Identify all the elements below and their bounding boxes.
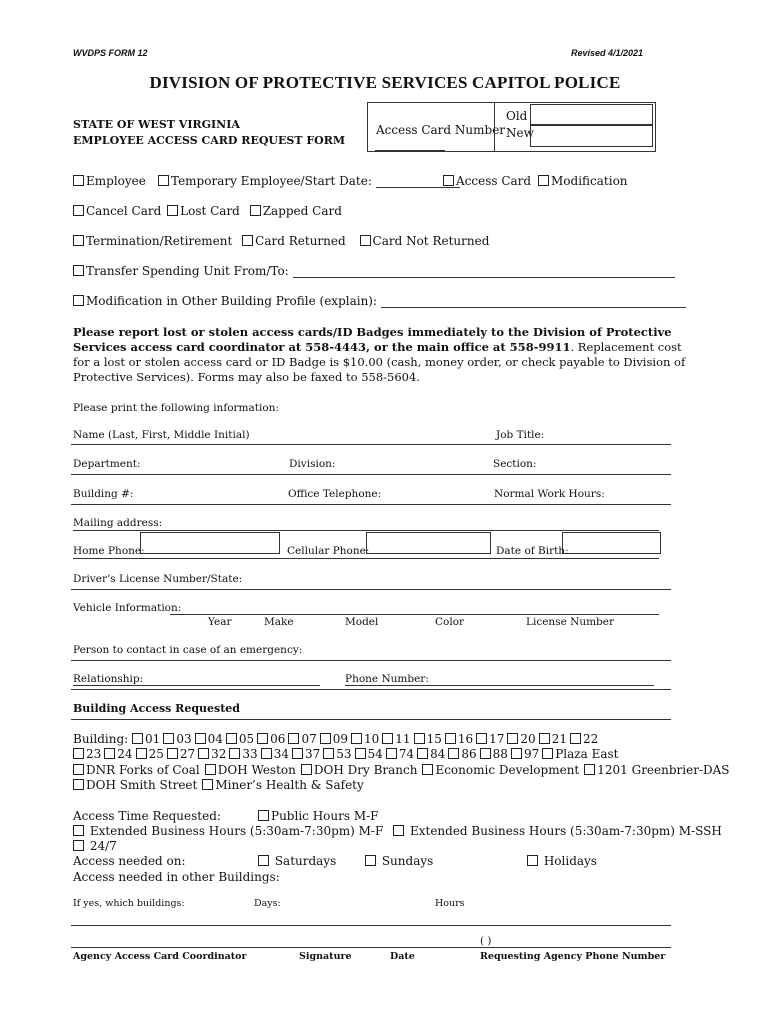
building-option-label: 01 bbox=[145, 732, 161, 746]
building-checkbox[interactable] bbox=[167, 748, 178, 759]
termination-checkbox[interactable] bbox=[73, 235, 84, 246]
request-row-1 bbox=[73, 174, 146, 188]
lost-card-label: Lost Card bbox=[180, 204, 240, 218]
building-option-label: 20 bbox=[520, 732, 536, 746]
division-label: Division: bbox=[289, 458, 336, 470]
modification-other-label: Modification in Other Building Profile (explain): bbox=[86, 294, 378, 308]
full-access-checkbox[interactable] bbox=[73, 840, 84, 851]
coordinator-label: Agency Access Card Coordinator bbox=[73, 951, 247, 962]
building-option-label: 16 bbox=[457, 732, 474, 746]
building-option-label: 04 bbox=[207, 732, 223, 746]
transfer-field[interactable] bbox=[293, 277, 675, 278]
building-option-label: 37 bbox=[304, 747, 321, 761]
building-option-label: 33 bbox=[242, 747, 258, 761]
transfer-checkbox[interactable] bbox=[73, 265, 84, 276]
building-option-label: 27 bbox=[179, 747, 196, 761]
building-option-label: 05 bbox=[238, 732, 255, 746]
public-hours-row bbox=[258, 809, 379, 823]
transfer-label: Transfer Spending Unit From/To: bbox=[86, 264, 289, 278]
agency-phone-label: Requesting Agency Phone Number bbox=[480, 951, 666, 962]
building-option[interactable] bbox=[584, 763, 729, 777]
building-checkbox[interactable] bbox=[73, 779, 84, 790]
termination-label: Termination/Retirement bbox=[86, 234, 233, 248]
office-phone-label: Office Telephone: bbox=[288, 488, 382, 500]
building-checkbox[interactable] bbox=[73, 764, 84, 775]
building-option[interactable] bbox=[202, 778, 363, 792]
access-card-checkbox[interactable] bbox=[443, 175, 454, 186]
zapped-card-label: Zapped Card bbox=[262, 204, 342, 218]
building-option-label: Plaza East bbox=[555, 747, 619, 761]
revised-date: Revised 4/1/2021 bbox=[571, 48, 644, 58]
employee-checkbox[interactable] bbox=[73, 175, 84, 186]
modification-other-row bbox=[73, 294, 686, 308]
page-title: DIVISION OF PROTECTIVE SERVICES CAPITOL POLICE bbox=[149, 73, 621, 92]
sundays-checkbox[interactable] bbox=[365, 855, 376, 866]
building-checkbox[interactable] bbox=[261, 748, 272, 759]
holidays-checkbox[interactable] bbox=[527, 855, 538, 866]
building-checkbox[interactable] bbox=[386, 748, 397, 759]
form-name: EMPLOYEE ACCESS CARD REQUEST FORM bbox=[73, 134, 346, 147]
building-option-label: 24 bbox=[117, 747, 133, 761]
building-option-label: 74 bbox=[398, 747, 415, 761]
saturdays-label: Saturdays bbox=[274, 854, 337, 868]
employee-label: Employee bbox=[86, 174, 146, 188]
building-option[interactable] bbox=[132, 732, 160, 746]
building-option-label: 11 bbox=[395, 732, 411, 746]
cancel-card-checkbox[interactable] bbox=[73, 205, 84, 216]
building-option[interactable] bbox=[320, 732, 348, 746]
other-buildings-label: Access needed in other Buildings: bbox=[73, 870, 280, 884]
building-label: Building: bbox=[73, 732, 129, 746]
saturdays-row bbox=[258, 854, 336, 868]
building-access-heading: Building Access Requested bbox=[73, 702, 240, 715]
building-checkbox[interactable] bbox=[382, 733, 393, 744]
name-line[interactable] bbox=[71, 444, 671, 445]
access-time-label: Access Time Requested: bbox=[73, 809, 221, 823]
building-option[interactable] bbox=[73, 763, 200, 777]
building-option-label: 07 bbox=[301, 732, 317, 746]
building-checkbox[interactable] bbox=[351, 733, 362, 744]
building-option-label: 34 bbox=[273, 747, 289, 761]
building-option-label: 84 bbox=[430, 747, 446, 761]
building-option[interactable] bbox=[226, 732, 254, 746]
lost-card-checkbox[interactable] bbox=[167, 205, 178, 216]
building-option-label: Economic Development bbox=[435, 763, 580, 777]
building-checkbox[interactable] bbox=[417, 748, 428, 759]
building-option[interactable] bbox=[476, 732, 504, 746]
building-checkbox[interactable] bbox=[480, 748, 491, 759]
building-option[interactable] bbox=[195, 732, 223, 746]
building-option-label: 88 bbox=[492, 747, 508, 761]
home-phone-label: Home Phone: bbox=[73, 545, 145, 557]
building-no-label: Building #: bbox=[73, 488, 134, 500]
building-checkbox[interactable] bbox=[257, 733, 268, 744]
building-option[interactable] bbox=[136, 747, 164, 761]
building-option-label: DOH Dry Branch bbox=[313, 763, 418, 777]
vehicle-field[interactable] bbox=[170, 614, 659, 615]
license-line[interactable] bbox=[71, 589, 671, 590]
emergency-line[interactable] bbox=[71, 660, 671, 661]
days-label: Days: bbox=[254, 898, 281, 909]
building-option-label: DOH Smith Street bbox=[86, 778, 198, 792]
building-checkbox[interactable] bbox=[584, 764, 595, 775]
building-checkbox[interactable] bbox=[229, 748, 240, 759]
building-checkbox[interactable] bbox=[136, 748, 147, 759]
building-option[interactable] bbox=[351, 732, 379, 746]
phone-parens: ( ) bbox=[480, 935, 492, 947]
cancel-card-label: Cancel Card bbox=[86, 204, 162, 218]
full-access-row bbox=[73, 839, 117, 853]
ext-mssh-label: Extended Business Hours (5:30am-7:30pm) M-SSH bbox=[409, 824, 722, 838]
building-option[interactable] bbox=[167, 747, 195, 761]
job-title-label: Job Title: bbox=[496, 429, 545, 441]
building-checkbox[interactable] bbox=[163, 733, 174, 744]
building-option-label: 17 bbox=[489, 732, 505, 746]
building-checkbox[interactable] bbox=[355, 748, 366, 759]
holidays-label: Holidays bbox=[543, 854, 597, 868]
old-card-label: Old bbox=[506, 109, 528, 123]
temporary-checkbox[interactable] bbox=[158, 175, 169, 186]
building-option-label: 06 bbox=[270, 732, 286, 746]
dob-label: Date of Birth: bbox=[496, 545, 569, 557]
saturdays-checkbox[interactable] bbox=[258, 855, 269, 866]
building-option-label: 86 bbox=[461, 747, 477, 761]
building-option-label: 23 bbox=[86, 747, 102, 761]
extended-hours-row bbox=[73, 824, 722, 838]
emergency-label: Person to contact in case of an emergency: bbox=[73, 644, 303, 656]
building-option-label: 32 bbox=[211, 747, 227, 761]
building-checkbox[interactable] bbox=[476, 733, 487, 744]
access-needed-on-label: Access needed on: bbox=[73, 854, 186, 868]
building-row-2 bbox=[73, 747, 621, 761]
card-not-returned-label: Card Not Returned bbox=[372, 234, 490, 248]
building-option-label: 97 bbox=[523, 747, 540, 761]
access-card-row bbox=[443, 174, 531, 188]
date-label: Date bbox=[390, 951, 415, 962]
building-option[interactable] bbox=[229, 747, 257, 761]
building-option[interactable] bbox=[539, 732, 567, 746]
building-checkbox[interactable] bbox=[445, 733, 456, 744]
building-option[interactable] bbox=[382, 732, 410, 746]
phone-number-label: Phone Number: bbox=[345, 673, 429, 685]
work-hours-label: Normal Work Hours: bbox=[494, 488, 605, 500]
ext-mf-label: Extended Business Hours (5:30am-7:30pm) M-F bbox=[89, 824, 384, 838]
home-phone-input[interactable] bbox=[140, 532, 280, 554]
transfer-row bbox=[73, 264, 675, 278]
building-line[interactable] bbox=[71, 504, 671, 505]
department-line[interactable] bbox=[71, 474, 671, 475]
building-option[interactable] bbox=[288, 732, 316, 746]
old-card-input[interactable] bbox=[530, 104, 653, 125]
card-not-returned-checkbox[interactable] bbox=[360, 235, 371, 246]
temporary-row bbox=[158, 174, 460, 188]
building-option[interactable] bbox=[507, 732, 535, 746]
building-checkbox[interactable] bbox=[292, 748, 303, 759]
building-option[interactable] bbox=[414, 732, 442, 746]
building-option[interactable] bbox=[422, 763, 579, 777]
building-option[interactable] bbox=[163, 732, 191, 746]
dob-input[interactable] bbox=[562, 532, 661, 554]
public-hours-label: Public Hours M-F bbox=[271, 809, 379, 823]
relationship-field[interactable] bbox=[73, 685, 320, 686]
holidays-row bbox=[527, 854, 597, 868]
building-checkbox[interactable] bbox=[195, 733, 206, 744]
building-checkbox[interactable] bbox=[301, 764, 312, 775]
building-checkbox[interactable] bbox=[570, 733, 581, 744]
hours-label: Hours bbox=[435, 898, 465, 909]
cell-phone-input[interactable] bbox=[366, 532, 491, 554]
request-row-2 bbox=[73, 204, 342, 218]
vehicle-model: Model bbox=[345, 616, 379, 628]
phone-number-field[interactable] bbox=[345, 685, 654, 686]
building-option[interactable] bbox=[301, 763, 418, 777]
relationship-label: Relationship: bbox=[73, 673, 144, 685]
info-intro: Please print the following information: bbox=[73, 402, 279, 414]
building-checkbox[interactable] bbox=[132, 733, 143, 744]
notice-text: . Replacement cost for a lost or stolen access card or ID Badge is $10.00 (cash, money order, or check payable to Division of Protective Services). Forms may also be faxed to 558-5604. bbox=[73, 340, 686, 384]
building-option[interactable] bbox=[323, 747, 351, 761]
modification-other-field[interactable] bbox=[381, 307, 686, 308]
building-checkbox[interactable] bbox=[323, 748, 334, 759]
building-checkbox[interactable] bbox=[202, 779, 213, 790]
access-card-label: Access Card bbox=[456, 174, 532, 188]
building-option[interactable] bbox=[292, 747, 320, 761]
temporary-label: Temporary Employee/Start Date: bbox=[171, 174, 372, 188]
building-option[interactable] bbox=[542, 747, 618, 761]
vehicle-plate: License Number bbox=[526, 616, 614, 628]
building-option-label: 09 bbox=[332, 732, 348, 746]
building-row-1 bbox=[73, 732, 601, 746]
card-returned-checkbox[interactable] bbox=[242, 235, 253, 246]
mailing-address-field[interactable] bbox=[73, 530, 659, 531]
new-card-input[interactable] bbox=[530, 125, 653, 147]
building-option[interactable] bbox=[261, 747, 289, 761]
building-option[interactable] bbox=[417, 747, 445, 761]
public-hours-checkbox[interactable] bbox=[258, 810, 269, 821]
modification-other-checkbox[interactable] bbox=[73, 295, 84, 306]
form-id: WVDPS FORM 12 bbox=[73, 48, 148, 58]
building-option-label: 22 bbox=[582, 732, 599, 746]
ext-mf-checkbox[interactable] bbox=[73, 825, 84, 836]
building-option-label: 10 bbox=[364, 732, 380, 746]
department-label: Department: bbox=[73, 458, 141, 470]
notice-bold: Please report lost or stolen access cards/ID Badges immediately to the Division of Protective Services access card coordinator at 558-4443, or the main office at 558-9911 bbox=[73, 325, 672, 354]
building-option-label: 1201 Greenbrier-DAS bbox=[597, 763, 730, 777]
building-row-4 bbox=[73, 778, 369, 792]
sundays-row bbox=[365, 854, 433, 868]
building-option[interactable] bbox=[480, 747, 508, 761]
signature-label: Signature bbox=[299, 951, 352, 962]
vehicle-color: Color bbox=[435, 616, 465, 628]
building-checkbox[interactable] bbox=[507, 733, 518, 744]
building-checkbox[interactable] bbox=[539, 733, 550, 744]
name-label: Name (Last, First, Middle Initial) bbox=[73, 429, 250, 441]
sundays-label: Sundays bbox=[381, 854, 434, 868]
building-checkbox[interactable] bbox=[226, 733, 237, 744]
building-checkbox[interactable] bbox=[414, 733, 425, 744]
building-option[interactable] bbox=[448, 747, 476, 761]
section-label: Section: bbox=[493, 458, 537, 470]
building-option[interactable] bbox=[570, 732, 598, 746]
mailing-address-label: Mailing address: bbox=[73, 517, 163, 529]
building-option[interactable] bbox=[386, 747, 414, 761]
modification-label: Modification bbox=[551, 174, 628, 188]
lost-card-notice bbox=[73, 325, 691, 385]
building-option-label: 53 bbox=[336, 747, 352, 761]
building-option-label: 54 bbox=[367, 747, 383, 761]
building-option-label: Miner’s Health & Safety bbox=[215, 778, 364, 792]
modification-checkbox[interactable] bbox=[538, 175, 549, 186]
building-checkbox[interactable] bbox=[448, 748, 459, 759]
new-card-label: New bbox=[506, 126, 534, 140]
full-access-label: 24/7 bbox=[89, 839, 117, 853]
state-name: STATE OF WEST VIRGINIA bbox=[73, 118, 240, 131]
building-row-3 bbox=[73, 763, 735, 777]
signature-line[interactable] bbox=[71, 947, 671, 948]
building-option-label: 03 bbox=[176, 732, 192, 746]
ext-mssh-checkbox[interactable] bbox=[393, 825, 404, 836]
building-option-label: 21 bbox=[551, 732, 567, 746]
request-row-3 bbox=[73, 234, 489, 248]
building-option[interactable] bbox=[205, 763, 296, 777]
building-option[interactable] bbox=[445, 732, 473, 746]
cell-phone-label: Cellular Phone: bbox=[287, 545, 370, 557]
building-checkbox[interactable] bbox=[288, 733, 299, 744]
building-option-label: DOH Weston bbox=[217, 763, 296, 777]
building-checkbox[interactable] bbox=[73, 748, 84, 759]
building-checkbox[interactable] bbox=[205, 764, 216, 775]
vehicle-label: Vehicle Information: bbox=[73, 602, 182, 614]
building-checkbox[interactable] bbox=[104, 748, 115, 759]
building-option[interactable] bbox=[73, 747, 101, 761]
building-checkbox[interactable] bbox=[542, 748, 553, 759]
card-returned-label: Card Returned bbox=[255, 234, 346, 248]
building-checkbox[interactable] bbox=[320, 733, 331, 744]
access-card-number-label: Access Card Number bbox=[376, 123, 506, 137]
vehicle-year: Year bbox=[208, 616, 232, 628]
building-option[interactable] bbox=[198, 747, 226, 761]
building-option[interactable] bbox=[104, 747, 132, 761]
building-option-label: 15 bbox=[426, 732, 442, 746]
building-option[interactable] bbox=[355, 747, 383, 761]
building-option[interactable] bbox=[257, 732, 285, 746]
building-option-label: 25 bbox=[148, 747, 164, 761]
other-buildings-line[interactable] bbox=[71, 925, 671, 926]
zapped-card-checkbox[interactable] bbox=[250, 205, 261, 216]
which-buildings-label: If yes, which buildings: bbox=[73, 898, 185, 909]
building-checkbox[interactable] bbox=[511, 748, 522, 759]
building-checkbox[interactable] bbox=[198, 748, 209, 759]
building-option[interactable] bbox=[73, 778, 197, 792]
building-option[interactable] bbox=[511, 747, 539, 761]
building-option-label: DNR Forks of Coal bbox=[86, 763, 200, 777]
license-label: Driver’s License Number/State: bbox=[73, 573, 243, 585]
vehicle-make: Make bbox=[264, 616, 294, 628]
modification-row bbox=[538, 174, 628, 188]
building-checkbox[interactable] bbox=[422, 764, 433, 775]
